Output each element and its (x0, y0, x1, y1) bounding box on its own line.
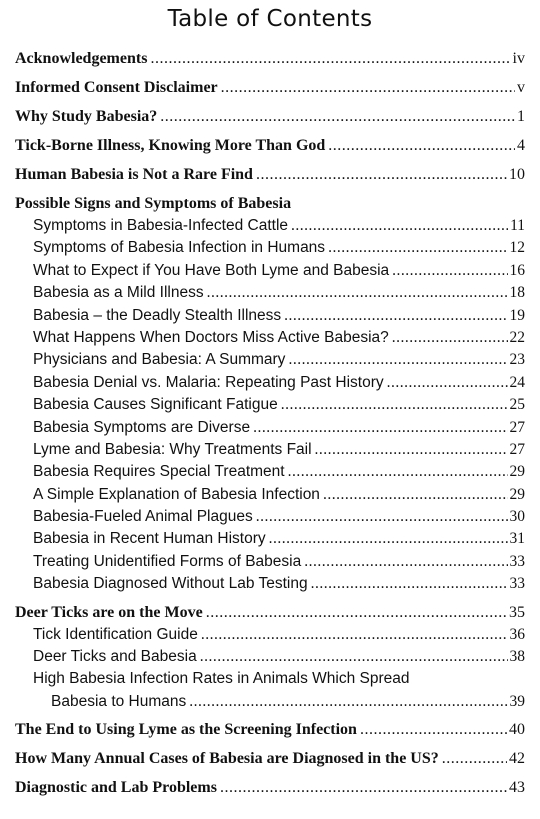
dot-leader (201, 624, 508, 646)
toc-page-number: 23 (509, 351, 525, 369)
toc-entry-title: Babesia as a Mild Illness (33, 284, 204, 302)
toc-page-number: 42 (509, 750, 525, 768)
toc-page-number: 29 (509, 463, 525, 481)
toc-subentry[interactable] (15, 417, 525, 439)
toc-page-number: 43 (509, 779, 525, 797)
dot-leader (311, 573, 508, 595)
toc-subentry[interactable] (15, 349, 525, 371)
toc-entry-title: Babesia – the Deadly Stealth Illness (33, 306, 282, 324)
dot-leader (288, 349, 507, 371)
toc-subentry[interactable] (15, 394, 525, 416)
dot-leader (150, 48, 510, 70)
toc-entry-title: Symptoms of Babesia Infection in Humans (33, 239, 326, 257)
toc-entry-title: Babesia Requires Special Treatment (33, 463, 285, 481)
toc-subentry[interactable] (15, 260, 525, 282)
toc-page-number: 1 (517, 108, 525, 125)
dot-leader (288, 461, 508, 483)
dot-leader (291, 215, 508, 237)
toc-page-number: 36 (509, 625, 525, 643)
toc-entry-continuation (33, 691, 525, 713)
toc-page-number: 10 (509, 166, 525, 183)
toc-entry-title: Informed Consent Disclaimer (15, 79, 218, 96)
toc-entry-human-babesia[interactable] (15, 164, 525, 186)
dot-leader (206, 602, 507, 624)
toc-entry-title: Babesia Diagnosed Without Lab Testing (33, 575, 308, 593)
toc-entry-title: Acknowledgements (15, 50, 148, 67)
toc-section-heading: Deer Ticks are on the Move (15, 603, 203, 621)
toc-entry-title: A Simple Explanation of Babesia Infection (33, 485, 320, 503)
dot-leader (392, 327, 508, 349)
toc-entry-title: Lyme and Babesia: Why Treatments Fail (33, 440, 312, 458)
dot-leader (392, 260, 507, 282)
dot-leader (360, 719, 507, 741)
toc-subentry[interactable] (15, 282, 525, 304)
toc-subentry[interactable] (15, 372, 525, 394)
dot-leader (256, 506, 508, 528)
toc-subentry[interactable] (15, 624, 525, 646)
toc-page-number: 18 (509, 284, 525, 302)
toc-page-number: 27 (509, 418, 525, 436)
dot-leader (160, 106, 515, 128)
toc-page-number: 16 (509, 261, 525, 279)
toc-entry-title: Babesia Denial vs. Malaria: Repeating Past History (33, 373, 384, 391)
toc-entry-title: What Happens When Doctors Miss Active Babesia? (33, 328, 389, 346)
toc-subentry[interactable] (15, 237, 525, 259)
toc-subentry[interactable] (15, 484, 525, 506)
toc-entry-title: Tick Identification Guide (33, 625, 198, 643)
toc-page-number: 35 (509, 603, 525, 621)
dot-leader (284, 305, 507, 327)
toc-entry-tick-borne-illness[interactable] (15, 135, 525, 157)
toc-page-number: 25 (509, 396, 525, 414)
toc-section-signs-symptoms[interactable] (15, 193, 525, 215)
toc-page-number: v (517, 79, 525, 96)
toc-entry-title: Human Babesia is Not a Rare Find (15, 166, 253, 183)
toc-subentry[interactable] (15, 305, 525, 327)
toc-entry-title: Babesia in Recent Human History (33, 530, 266, 548)
toc-page-number: 38 (509, 648, 525, 666)
dot-leader (442, 748, 507, 770)
toc-page-number: 31 (509, 530, 525, 548)
dot-leader (328, 237, 507, 259)
toc-entry-title: Babesia Causes Significant Fatigue (33, 396, 278, 414)
toc-subentry[interactable] (15, 551, 525, 573)
dot-leader (220, 777, 507, 799)
toc-subentry[interactable] (15, 461, 525, 483)
toc-subentry[interactable] (15, 439, 525, 461)
toc-entry-title: What to Expect if You Have Both Lyme and Babesia (33, 261, 390, 279)
dot-leader (328, 135, 515, 157)
toc-entry-title: Deer Ticks and Babesia (33, 648, 197, 666)
toc-entry-title: Symptoms in Babesia-Infected Cattle (33, 216, 289, 234)
dot-leader (221, 77, 515, 99)
toc-entry-annual-cases[interactable] (15, 748, 525, 770)
toc-entry-title: Babesia Symptoms are Diverse (33, 418, 251, 436)
toc-page-number: 29 (509, 485, 525, 503)
toc-page-number: 30 (509, 508, 525, 526)
toc-subentry-wrapped[interactable] (15, 668, 525, 713)
toc-page-number: 4 (517, 137, 525, 154)
toc-entry-title: Physicians and Babesia: A Summary (33, 351, 286, 369)
toc-entry-title: Tick-Borne Illness, Knowing More Than God (15, 137, 326, 154)
toc-entry-title: High Babesia Infection Rates in Animals Which Spread (33, 670, 410, 688)
dot-leader (200, 646, 508, 668)
dot-leader (253, 417, 507, 439)
toc-entry-title: Treating Unidentified Forms of Babesia (33, 552, 302, 570)
toc-page-number: 40 (509, 721, 525, 739)
toc-entry-diagnostic-lab[interactable] (15, 777, 525, 799)
toc-entry-title: Why Study Babesia? (15, 108, 158, 125)
toc-entry-title: Diagnostic and Lab Problems (15, 779, 217, 797)
toc-entry-title: How Many Annual Cases of Babesia are Diagnosed in the US? (15, 750, 439, 768)
dot-leader (304, 551, 507, 573)
dot-leader (256, 164, 507, 186)
toc-entry-title-continued: Babesia to Humans (51, 692, 187, 710)
toc-section-heading: Possible Signs and Symptoms of Babesia (15, 195, 292, 212)
table-of-contents (15, 48, 525, 806)
toc-page-number: 22 (509, 328, 525, 346)
toc-entry-acknowledgements[interactable] (15, 48, 525, 70)
toc-entry-end-lyme-screening[interactable] (15, 719, 525, 741)
toc-section-deer-ticks[interactable] (15, 602, 525, 624)
dot-leader (315, 439, 508, 461)
toc-subentry[interactable] (15, 646, 525, 668)
toc-page-number: 12 (509, 239, 525, 257)
toc-page-number: 39 (509, 692, 525, 710)
toc-page-number: 19 (509, 306, 525, 324)
toc-entry-title: Babesia-Fueled Animal Plagues (33, 508, 253, 526)
toc-subentry[interactable] (15, 573, 525, 595)
toc-page-number: 33 (509, 575, 525, 593)
toc-page-number: 33 (509, 552, 525, 570)
toc-subentry[interactable] (15, 215, 525, 237)
dot-leader (387, 372, 508, 394)
toc-subentry[interactable] (15, 327, 525, 349)
dot-leader (189, 691, 507, 713)
dot-leader (323, 484, 508, 506)
dot-leader (281, 394, 508, 416)
dot-leader (207, 282, 508, 304)
toc-page-number: 11 (510, 216, 525, 234)
toc-subentry[interactable] (15, 528, 525, 550)
toc-page-number: 27 (509, 440, 525, 458)
toc-subentry[interactable] (15, 506, 525, 528)
toc-page-number: 24 (509, 373, 525, 391)
toc-entry-why-study[interactable] (15, 106, 525, 128)
dot-leader (269, 528, 508, 550)
page-title: Table of Contents (167, 6, 373, 32)
toc-page-number: iv (512, 50, 525, 67)
toc-entry-informed-consent[interactable] (15, 77, 525, 99)
toc-entry-title: The End to Using Lyme as the Screening Infection (15, 721, 357, 739)
